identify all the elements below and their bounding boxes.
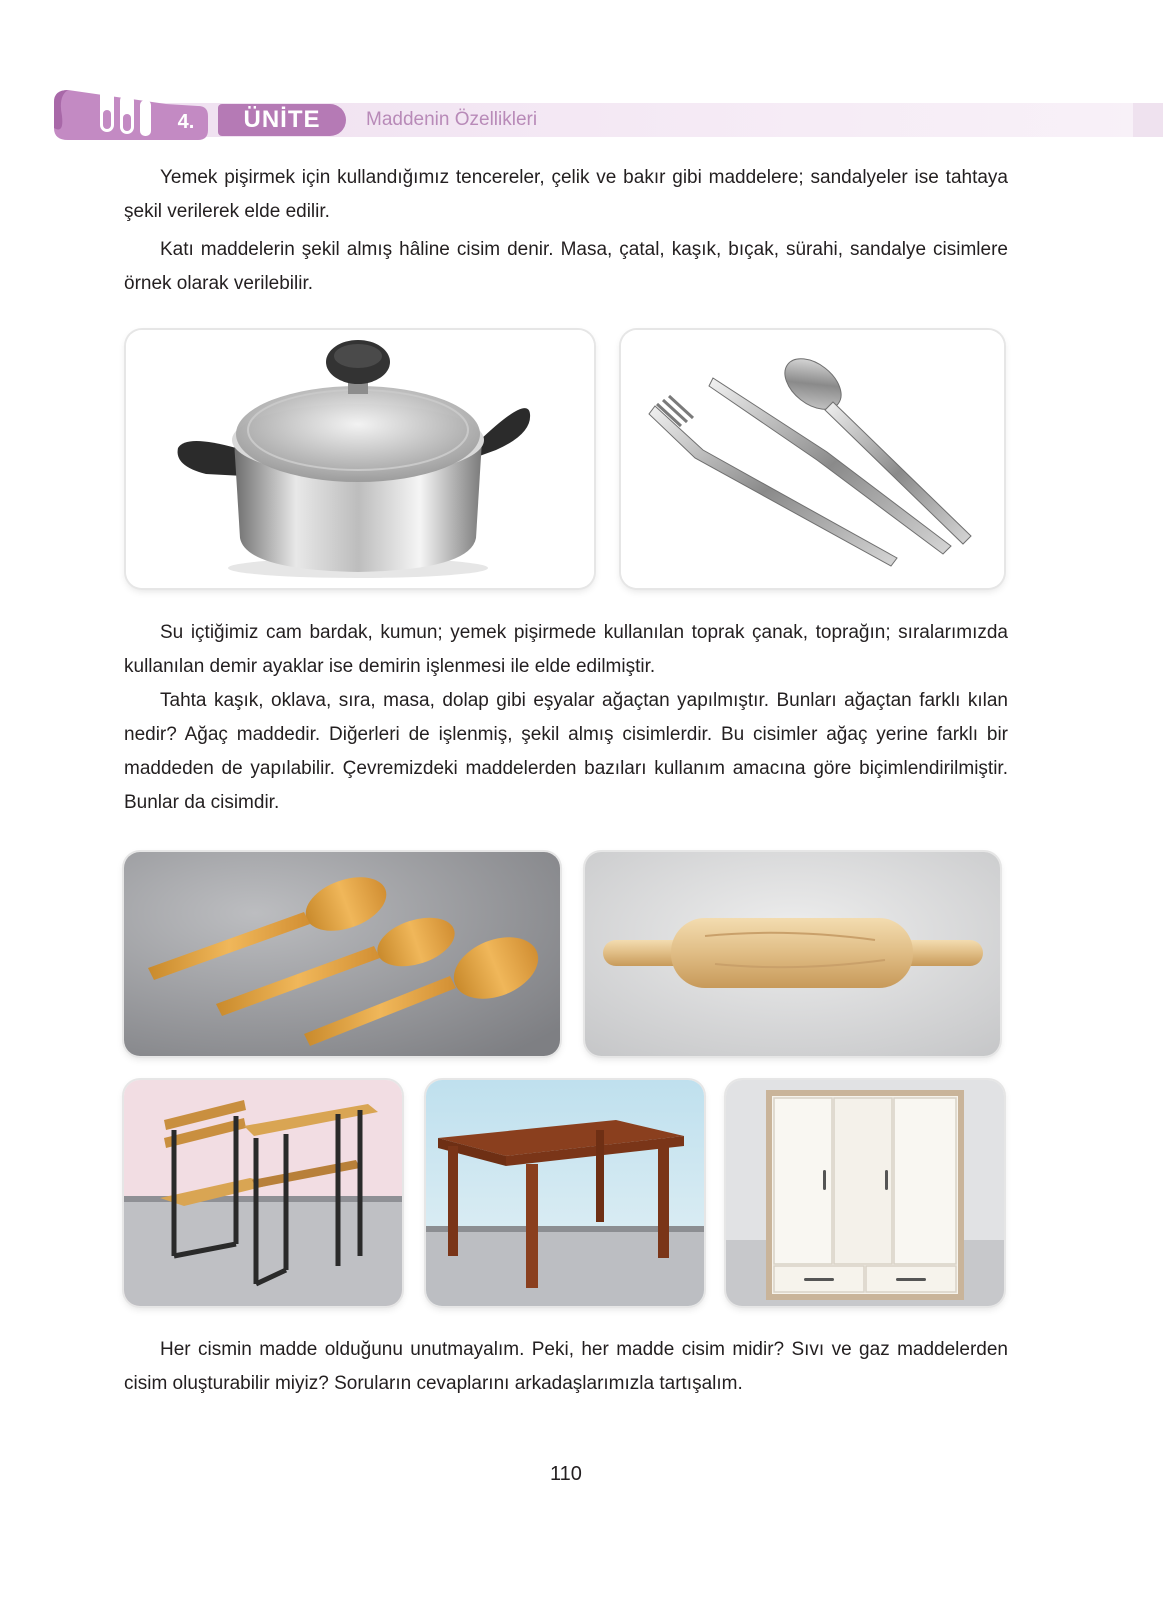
paragraph-3: Su içtiğimiz cam bardak, kumun; yemek pişirmede kullanılan toprak çanak, toprağın; sıralarımızda kullanılan demir ayaklar ise demirin işlenmesi ile elde edilmiştir. [124,622,1008,677]
unit-title: Maddenin Özellikleri [366,109,538,130]
paragraph-5: Her cismin madde olduğunu unutmayalım. Peki, her madde cisim midir? Sıvı ve gaz maddelerden cisim oluşturabilir miyiz? Soruların cevaplarını arkadaşlarımızla tartışalım. [124,1339,1008,1394]
rolling-pin-image [585,852,1000,1056]
paragraph-4: Tahta kaşık, oklava, sıra, masa, dolap gibi eşyalar ağaçtan yapılmıştır. Bunları ağaçtan farklı kılan nedir? Ağaç maddedir. Diğerleri de işlenmiş, şekil almış cisimlerdir. Bu cisimler ağaç yerine farklı bir maddeden de yapılabilir. Çevremizdeki maddelerden bazıları kullanım amacına göre biçimlendirilmiştir. Bunlar da cisimdir. [124,690,1008,813]
wooden-table-image [426,1080,704,1306]
page-number: 110 [550,1463,582,1485]
wooden-spoons-image [124,852,560,1056]
cutlery-image [621,330,1004,588]
paragraph-1: Yemek pişirmek için kullandığımız tencereler, çelik ve bakır gibi maddelere; sandalyeler ise tahtaya şekil verilerek elde edilir. [124,167,1008,222]
wardrobe-image [726,1080,1004,1306]
school-desk-image [124,1080,402,1306]
paragraph-2: Katı maddelerin şekil almış hâline cisim denir. Masa, çatal, kaşık, bıçak, sürahi, sandalye cisimlere örnek olarak verilebilir. [124,239,1008,294]
unit-number: 4. [177,111,195,133]
unit-label: ÜNİTE [218,104,346,136]
cooking-pot-image [126,330,594,588]
unit-header-strip-end [1133,103,1163,137]
